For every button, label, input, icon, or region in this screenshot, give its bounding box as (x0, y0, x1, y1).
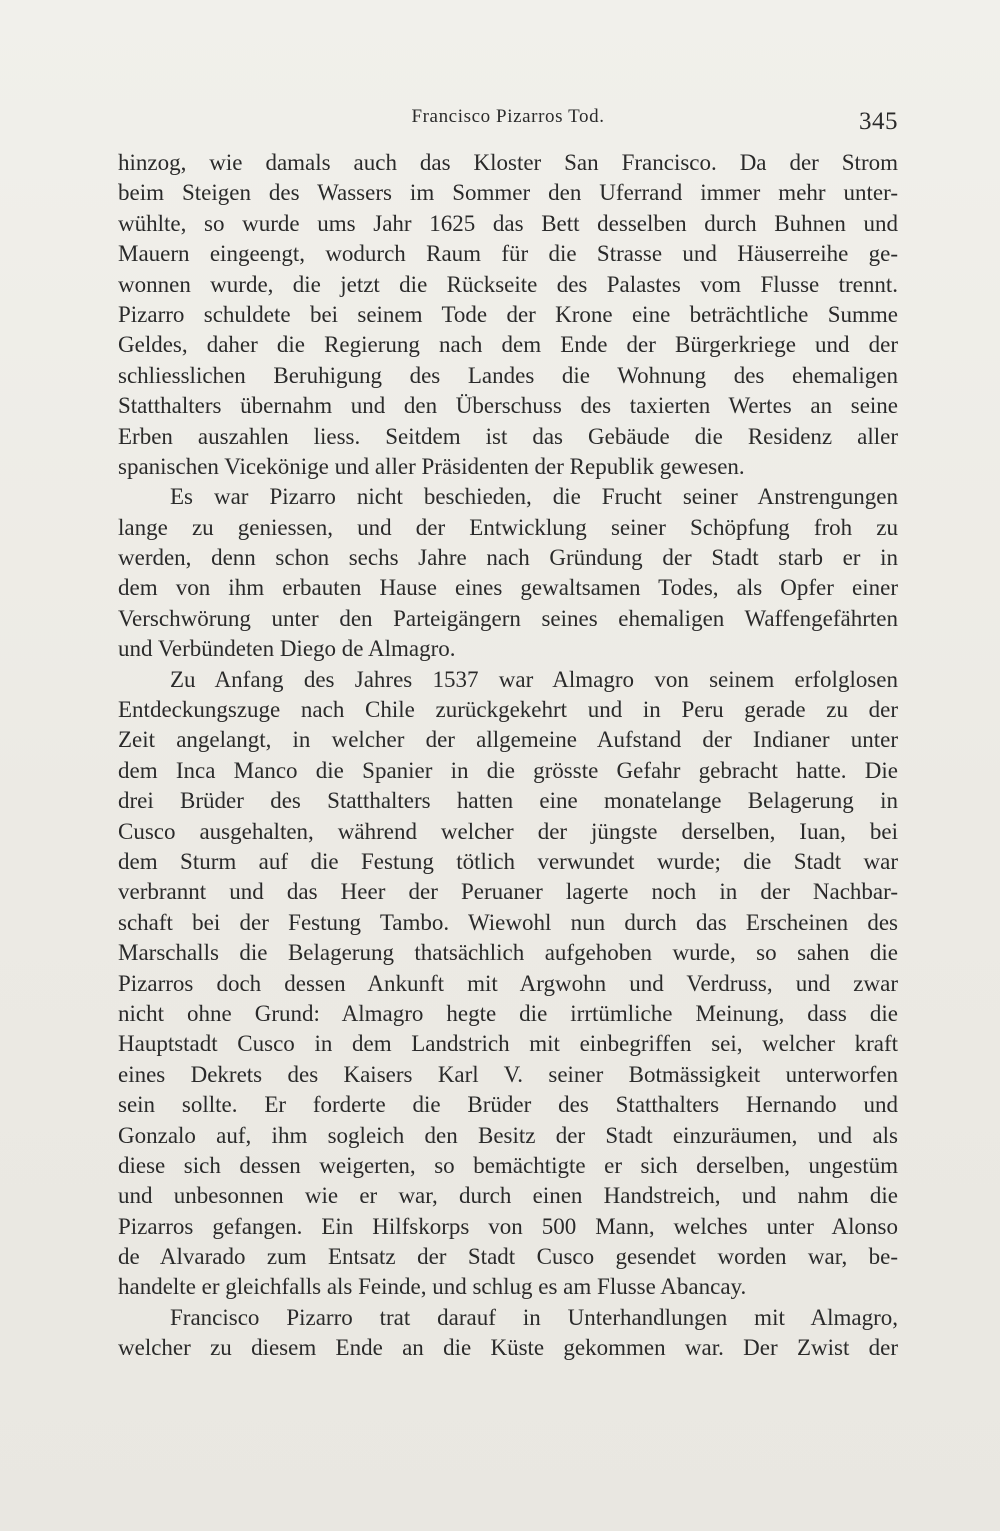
text-line: verbrannt und das Heer der Peruaner lagerte noch in der Nachbar- (118, 879, 898, 905)
text-line: wonnen wurde, die jetzt die Rückseite des Palastes vom Flusse trennt. (118, 271, 898, 297)
text-line: Es war Pizarro nicht beschieden, die Frucht seiner Anstrengungen (170, 484, 898, 510)
text-line: dem Sturm auf die Festung tötlich verwundet wurde; die Stadt war (118, 848, 898, 874)
text-line: Francisco Pizarro trat darauf in Unterhandlungen mit Almagro, (170, 1304, 898, 1330)
text-line: schliesslichen Beruhigung des Landes die Wohnung des ehemaligen (118, 362, 898, 388)
running-title: Francisco Pizarros Tod. (411, 106, 605, 127)
text-line: welcher zu diesem Ende an die Küste gekommen war. Der Zwist der (118, 1335, 898, 1361)
text-line: Hauptstadt Cusco in dem Landstrich mit einbegriffen sei, welcher kraft (118, 1031, 898, 1057)
text-line: Cusco ausgehalten, während welcher der jüngste derselben, Iuan, bei (118, 818, 898, 844)
text-line: und unbesonnen wie er war, durch einen Handstreich, und nahm die (118, 1183, 898, 1209)
text-line: Erben auszahlen liess. Seitdem ist das Gebäude die Residenz aller (118, 423, 898, 449)
text-line: Mauern eingeengt, wodurch Raum für die Strasse und Häuserreihe ge- (118, 241, 898, 267)
body-text (118, 148, 898, 1364)
text-line: Marschalls die Belagerung thatsächlich aufgehoben wurde, so sahen die (118, 940, 898, 966)
text-line: Pizarro schuldete bei seinem Tode der Krone eine beträchtliche Summe (118, 301, 898, 327)
text-line: Verschwörung unter den Parteigängern seines ehemaligen Waffengefährten (118, 605, 898, 631)
text-line: lange zu geniessen, und der Entwicklung seiner Schöpfung froh zu (118, 514, 898, 540)
text-line: Zu Anfang des Jahres 1537 war Almagro von seinem erfolglosen (170, 666, 898, 692)
running-header (118, 104, 898, 138)
text-line: nicht ohne Grund: Almagro hegte die irrtümliche Meinung, dass die (118, 1000, 898, 1026)
text-line: Statthalters übernahm und den Überschuss des taxierten Wertes an seine (118, 393, 898, 419)
text-line: spanischen Vicekönige und aller Präsidenten der Republik gewesen. (118, 453, 745, 479)
text-line: Entdeckungszuge nach Chile zurückgekehrt und in Peru gerade zu der (118, 697, 898, 723)
text-line: de Alvarado zum Entsatz der Stadt Cusco gesendet worden war, be- (118, 1244, 898, 1270)
text-line: drei Brüder des Statthalters hatten eine monatelange Belagerung in (118, 788, 898, 814)
text-line: diese sich dessen weigerten, so bemächtigte er sich derselben, ungestüm (118, 1152, 898, 1178)
text-line: dem von ihm erbauten Hause eines gewaltsamen Todes, als Opfer einer (118, 575, 898, 601)
text-line: Pizarros gefangen. Ein Hilfskorps von 500 Mann, welches unter Alonso (118, 1213, 898, 1239)
text-line: werden, denn schon sechs Jahre nach Gründung der Stadt starb er in (118, 545, 898, 571)
text-line: Geldes, daher die Regierung nach dem Ende der Bürgerkriege und der (118, 332, 898, 358)
text-line: beim Steigen des Wassers im Sommer den Uferrand immer mehr unter- (118, 180, 898, 206)
text-line: Gonzalo auf, ihm sogleich den Besitz der Stadt einzuräumen, und als (118, 1122, 898, 1148)
text-line: Zeit angelangt, in welcher der allgemeine Aufstand der Indianer unter (118, 727, 898, 753)
text-line: und Verbündeten Diego de Almagro. (118, 636, 456, 662)
text-line: Pizarros doch dessen Ankunft mit Argwohn und Verdruss, und zwar (118, 970, 898, 996)
text-line: dem Inca Manco die Spanier in die grösste Gefahr gebracht hatte. Die (118, 757, 898, 783)
text-line: schaft bei der Festung Tambo. Wiewohl nun durch das Erscheinen des (118, 909, 898, 935)
text-line: eines Dekrets des Kaisers Karl V. seiner Botmässigkeit unterworfen (118, 1061, 898, 1087)
text-line: handelte er gleichfalls als Feinde, und schlug es am Flusse Abancay. (118, 1274, 747, 1300)
text-line: sein sollte. Er forderte die Brüder des Statthalters Hernando und (118, 1092, 898, 1118)
text-line: wühlte, so wurde ums Jahr 1625 das Bett desselben durch Buhnen und (118, 210, 898, 236)
page-number: 345 (859, 108, 898, 135)
text-line: hinzog, wie damals auch das Kloster San Francisco. Da der Strom (118, 150, 898, 175)
